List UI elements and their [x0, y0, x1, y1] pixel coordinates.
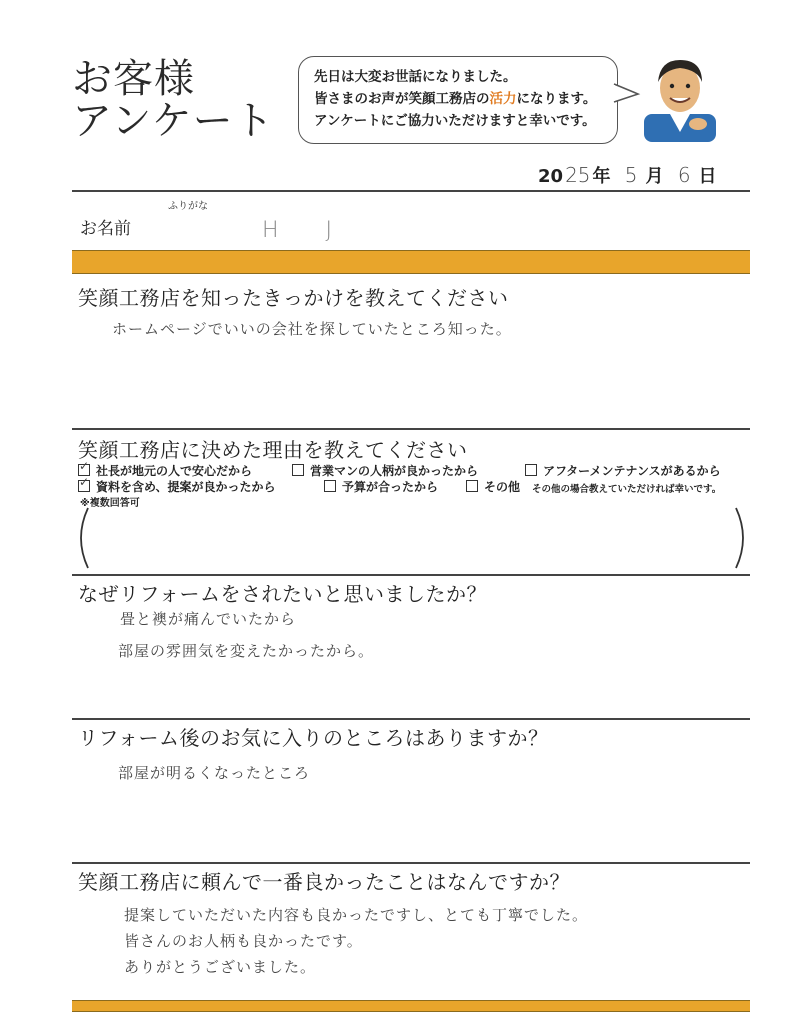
question-1: 笑顔工務店を知ったきっかけを教えてください: [78, 286, 509, 310]
question-3: なぜリフォームをされたいと思いましたか？: [78, 582, 487, 606]
option-after-maintenance[interactable]: アフターメンテナンスがあるから: [525, 462, 721, 479]
option-budget-matched[interactable]: 予算が合ったから: [324, 478, 438, 495]
section-divider-1: [72, 250, 750, 274]
bubble-line-1: 先日は大変お世話になりました。: [314, 69, 517, 85]
section-divider-5: [72, 862, 750, 864]
question-4: リフォーム後のお気に入りのところはありますか？: [78, 726, 549, 750]
answer-5-line-1: 提案していただいた内容も良かったですし、とても丁寧でした。: [124, 906, 589, 924]
answer-5-line-2: 皆さんのお人柄も良かったです。: [124, 932, 363, 950]
answer-3-line-2: 部屋の雰囲気を変えたかったから。: [118, 642, 375, 660]
answer-1: ホームページでいいの会社を探していたところ知った。: [112, 320, 512, 338]
section-divider-3: [72, 574, 750, 576]
option-good-proposal[interactable]: ✓資料を含め、提案が良かったから: [78, 478, 276, 495]
section-divider-4: [72, 718, 750, 720]
option-sales-personality[interactable]: 営業マンの人柄が良かったから: [292, 462, 478, 479]
other-note: その他の場合教えていただければ幸いです。: [532, 484, 722, 495]
mascot-illustration: [640, 52, 720, 142]
title-line-2: アンケート: [72, 98, 275, 144]
checkbox[interactable]: [324, 480, 336, 492]
multiple-answers-note: ※複数回答可: [80, 498, 140, 509]
bubble-message: [314, 66, 596, 132]
speech-bubble-tail: [612, 82, 642, 106]
furigana-label: ふりがな: [168, 201, 208, 212]
date-row: [538, 162, 717, 188]
question-2: 笑顔工務店に決めた理由を教えてください: [78, 438, 468, 462]
other-answer-bracket: [72, 504, 752, 572]
month-label: 月: [645, 166, 664, 187]
month-value: 5: [624, 163, 638, 187]
page-title: [72, 58, 275, 142]
title-line-1: お客様: [72, 56, 195, 102]
name-value: H J: [262, 218, 353, 243]
bubble-line-3: アンケートにご協力いただけますと幸いです。: [314, 113, 596, 129]
option-president-local[interactable]: ✓社長が地元の人で安心だから: [78, 462, 252, 479]
bubble-highlight: 活力: [489, 91, 517, 107]
option-other[interactable]: その他: [466, 478, 520, 495]
year-value: 25: [565, 163, 591, 187]
checkbox[interactable]: [525, 464, 537, 476]
footer-bar: [72, 1000, 750, 1012]
answer-4: 部屋が明るくなったところ: [118, 764, 311, 782]
answer-5-line-3: ありがとうございました。: [124, 958, 317, 976]
year-prefix: 20: [538, 166, 564, 187]
checkbox[interactable]: [466, 480, 478, 492]
name-label: お名前: [80, 219, 131, 239]
checkbox[interactable]: [292, 464, 304, 476]
section-divider-2: [72, 428, 750, 430]
year-label: 年: [592, 166, 611, 187]
question-5: 笑顔工務店に頼んで一番良かったことはなんですか？: [78, 870, 570, 894]
day-value: 6: [677, 163, 691, 187]
checkbox-checked[interactable]: [78, 480, 90, 492]
bubble-line-2: 皆さまのお声が笑顔工務店の活力になります。: [314, 91, 597, 107]
day-label: 日: [698, 166, 717, 187]
answer-3-line-1: 畳と襖が痛んでいたから: [120, 610, 297, 628]
date-underline: [72, 190, 750, 192]
